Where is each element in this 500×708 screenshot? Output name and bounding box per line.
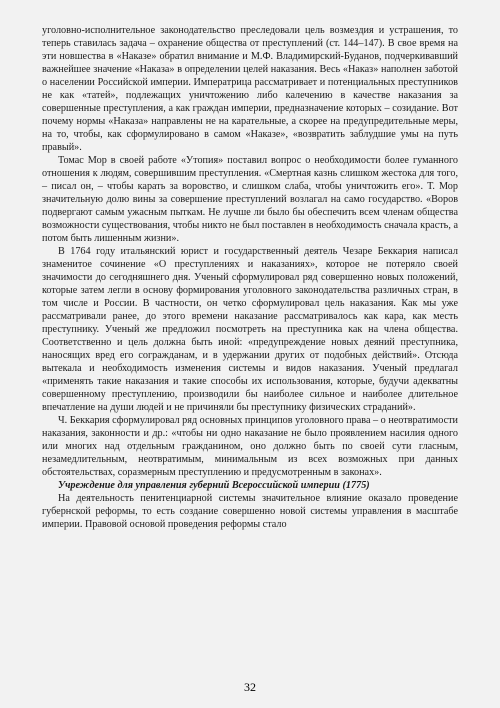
paragraph-beccaria-treatise: В 1764 году итальянский юрист и государственный деятель Чезаре Беккария написал знаменитое сочинение «О преступлениях и наказаниях», которое не потеряло своей значимости до сегодняшнего дня. Ученый сформулировал ряд совершенно новых положений, которые затем легли в основу формирования уголовного законодательства различных стран, в том числе и России. В частности, он четко сформулировал цель наказания. Как мы уже рассматривали ранее, до этого времени наказание рассматривалось как кара, как месть преступнику. Ученый же предложил посмотреть на преступника как на члена общества. Соответственно и цель должна быть иной: «предупреждение новых деяний преступника, наносящих вред его согражданам, и в удержании других от подобных действий». Отсюда вытекала и необходимость изменения системы и видов наказания. Ученый предлагал «применять такие наказания и такие способы их использования, которые, будучи адекватны совершенному преступлению, производили бы наиболее сильное и наиболее длительное впечатление на души людей и не причиняли бы преступнику физических страданий». [42, 246, 458, 413]
paragraph-thomas-more: Томас Мор в своей работе «Утопия» поставил вопрос о необходимости более гуманного отношения к людям, совершившим преступления. «Смертная казнь слишком жестока для того, – писал он, – чтобы карать за воровство, и слишком слаба, чтобы уничтожить его». Т. Мор значительную долю вины за совершение преступлений возлагал на само государство. «Воров подвергают самым ужасным пыткам. Не лучше ли было бы обеспечить всем членам общества возможности существования, чтобы никто не был поставлен в необходимость сначала красть, а потом быть лишенным жизни». [42, 155, 458, 244]
paragraph-governorate-reform: На деятельность пенитенциарной системы значительное влияние оказало проведение губернской реформы, то есть создание совершенно новой системы управления в масштабе империи. Правовой основой проведения реформы стало [42, 493, 458, 530]
page-number: 32 [244, 680, 256, 694]
paragraph-catherine-nakaz: уголовно-исполнительное законодательство преследовали цель возмездия и устрашения, то теперь ставилась задача – охранение общества от преступлений (ст. 144–147). В свое время на эти новшества в «Наказе» обратил внимание и М.Ф. Владимирский-Буданов, подчеркивавший важнейшее значение «Наказа» в определении целей наказания. Весь «Наказ» наполнен заботой о населении Российской империи. Императрица рассматривает и потенциальных преступников не как «татей», подлежащих уничтожению либо калечению в качестве наказания за совершенные преступления, а как граждан империи, предназначение которых – созидание. Вот почему нормы «Наказа» направлены не на карательные, а скорее на предупредительные меры, на то, чтобы, как сформулировано в самом «Наказе», «возвратить заблудшие умы на путь правый». [42, 25, 458, 153]
section-heading: Учреждение для управления губерний Всероссийской империи (1775) [58, 480, 370, 491]
paragraph-beccaria-principles: Ч. Беккария сформулировал ряд основных принципов уголовного права – о неотвратимости наказания, законности и др.: «чтобы ни одно наказание не было проявлением насилия одного или многих над отдельным гражданином, оно должно быть по своей сути гласным, незамедлительным, неотвратимым, минимальным из всех возможных при данных обстоятельствах, соразмерным преступлению и предусмотренным в законах». [42, 415, 458, 478]
